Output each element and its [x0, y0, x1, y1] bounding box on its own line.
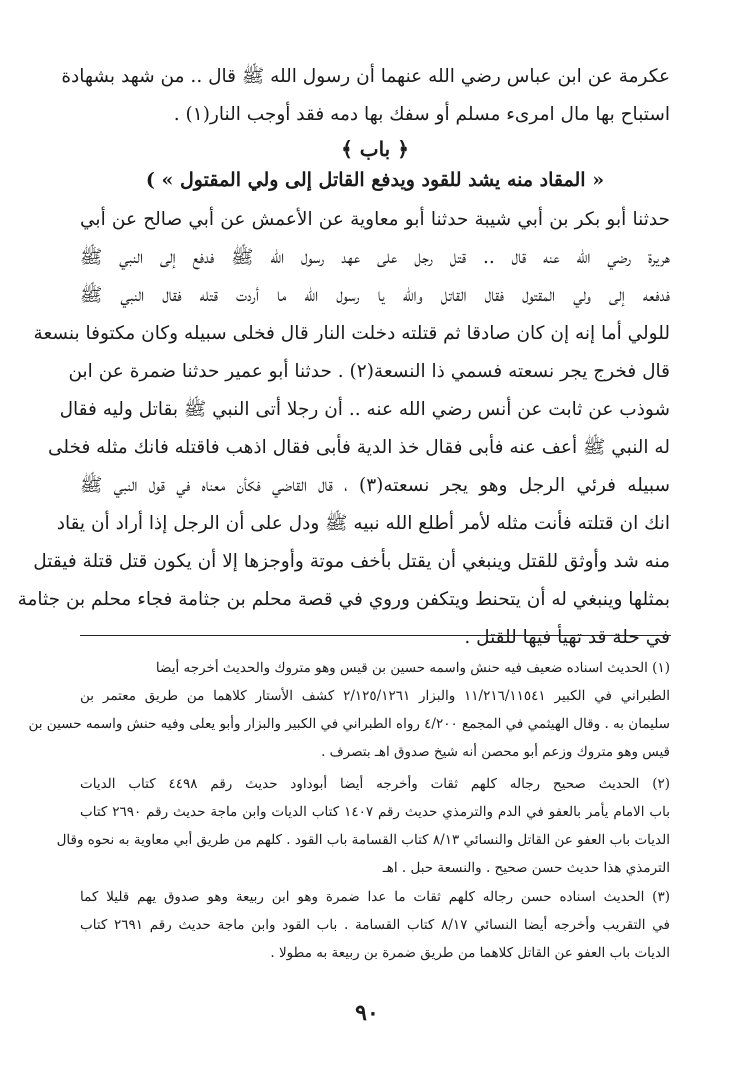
text-line: سبيله فرئي الرجل وهو يجر نسعته(٣) ، قال القاضي فكأن معناه في قول النبي ﷺ: [80, 475, 670, 496]
text-line: فدفعه إلى ولي المقتول فقال القاتل والله يا رسول الله ما أردت قتله فقال النبي ﷺ: [80, 285, 670, 306]
text-line: انك ان قتلته فأنت مثله لأمر أطلع الله نبيه ﷺ ودل على أن الرجل إذا أراد أن يقاد: [56, 513, 670, 534]
text-line: للولي أما إنه إن كان صادقا ثم قتلته دخلت النار قال فخلى سبيله وكان مكتوفا بنسعة: [33, 323, 670, 344]
text-line: منه شد وأوثق للقتل وينبغي أن يقتل بأخف موتة وأوجزها إلا أن يكون قتل قتلة فيقتل: [33, 551, 670, 572]
text-line: عكرمة عن ابن عباس رضي الله عنهما أن رسول الله ﷺ قال .. من شهد بشهادة: [61, 66, 670, 87]
footnote-line: الطبراني في الكبير ١١/٢١٦/١١٥٤١ والبزار ٢/١٢٥/١٢٦١ كشف الأستار كلاهما من طريق معتمر بن: [80, 688, 670, 704]
footnote-line: قيس وهو متروك وزعم أبو محصن أنه شيخ صدوق اهـ بتصرف .: [321, 744, 670, 760]
text-line: له النبي ﷺ أعف عنه فأبى فقال خذ الدية فأبى فقال اذهب فاقتله فانك مثله فخلى: [47, 437, 670, 458]
text-line: استباح بها مال امرىء مسلم أو سفك بها دمه فقد أوجب النار(١) .: [173, 104, 670, 125]
footnote-line: (٢) الحديث صحيح رجاله كلهم ثقات وأخرجه أيضا أبوداود حديث رقم ٤٤٩٨ كتاب الديات: [80, 776, 671, 792]
footnote-line: في التقريب وأخرجه أيضا النسائي ٨/١٧ كتاب القسامة . باب القود وابن ماجة حديث رقم ٢٦٩١ كتاب: [80, 917, 670, 933]
chapter-label: ﴿ باب ﴾: [341, 137, 409, 161]
text-line: في حلة قد تهيأ فيها للقتل .: [464, 627, 670, 648]
footnote-line: الترمذي هذا حديث حسن صحيح . والنسعة حبل . اهـ: [382, 860, 670, 876]
footnote-divider: [80, 635, 671, 636]
hadith-body: [17, 201, 670, 657]
chapter-title: « المقاد منه يشد للقود ويدفع القاتل إلى ولي المقتول » ): [145, 169, 605, 191]
text-line: قال فخرج يجر نسعته فسمي ذا النسعة(٢) . حدثنا أبو عمير حدثنا ضمرة عن ابن: [68, 361, 670, 382]
page-number: ٩٠: [355, 1000, 379, 1026]
text-line: هريرة رضي الله عنه قال .. قتل رجل على عهد رسول الله ﷺ فدفع إلى النبي ﷺ: [80, 247, 670, 268]
footnote-1: [28, 654, 670, 766]
footnote-line: (١) الحديث اسناده ضعيف فيه حنش واسمه حسين بن قيس وهو متروك والحديث أخرجه أيضا: [155, 660, 670, 676]
footnote-line: باب الامام يأمر بالعفو في الدم والترمذي حديث رقم ١٤٠٧ كتاب الديات وابن ماجة حديث رقم ٢٦٩٠ كتاب: [80, 804, 670, 820]
footnote-line: الديات باب العفو عن القاتل كلاهما من طريق ضمرة بن ربيعة به مطولا .: [270, 945, 670, 961]
intro-paragraph: [61, 58, 670, 134]
footnote-line: الديات باب العفو عن القاتل والنسائي ٨/١٣ كتاب القسامة باب القود . كلهم من طريق أبي معاوية به نحوه وقال: [56, 832, 670, 848]
footnote-3: [80, 883, 670, 967]
text-line: شوذب عن ثابت عن أنس رضي الله عنه .. أن رجلا أتى النبي ﷺ بقاتل وليه فقال: [59, 399, 670, 420]
footnote-2: [56, 770, 671, 882]
text-line: حدثنا أبو بكر بن أبي شيبة حدثنا أبو معاوية عن الأعمش عن أبي صالح عن أبي: [80, 209, 670, 230]
text-line: بمثلها وينبغي له أن يتحنط ويتكفن وروي في قصة محلم بن جثامة فجاء محلم بن جثامة: [17, 589, 670, 610]
footnote-line: (٣) الحديث اسناده حسن رجاله كلهم ثقات ما عدا ضمرة وهو ابن ربيعة وهو صدوق يهم قليلا كما: [80, 889, 670, 905]
footnote-line: سليمان به . وقال الهيثمي في المجمع ٤/٢٠٠ رواه الطبراني في الكبير والبزار وأبو يعلى وفيه حنش واسمه حسين بن: [28, 716, 670, 732]
